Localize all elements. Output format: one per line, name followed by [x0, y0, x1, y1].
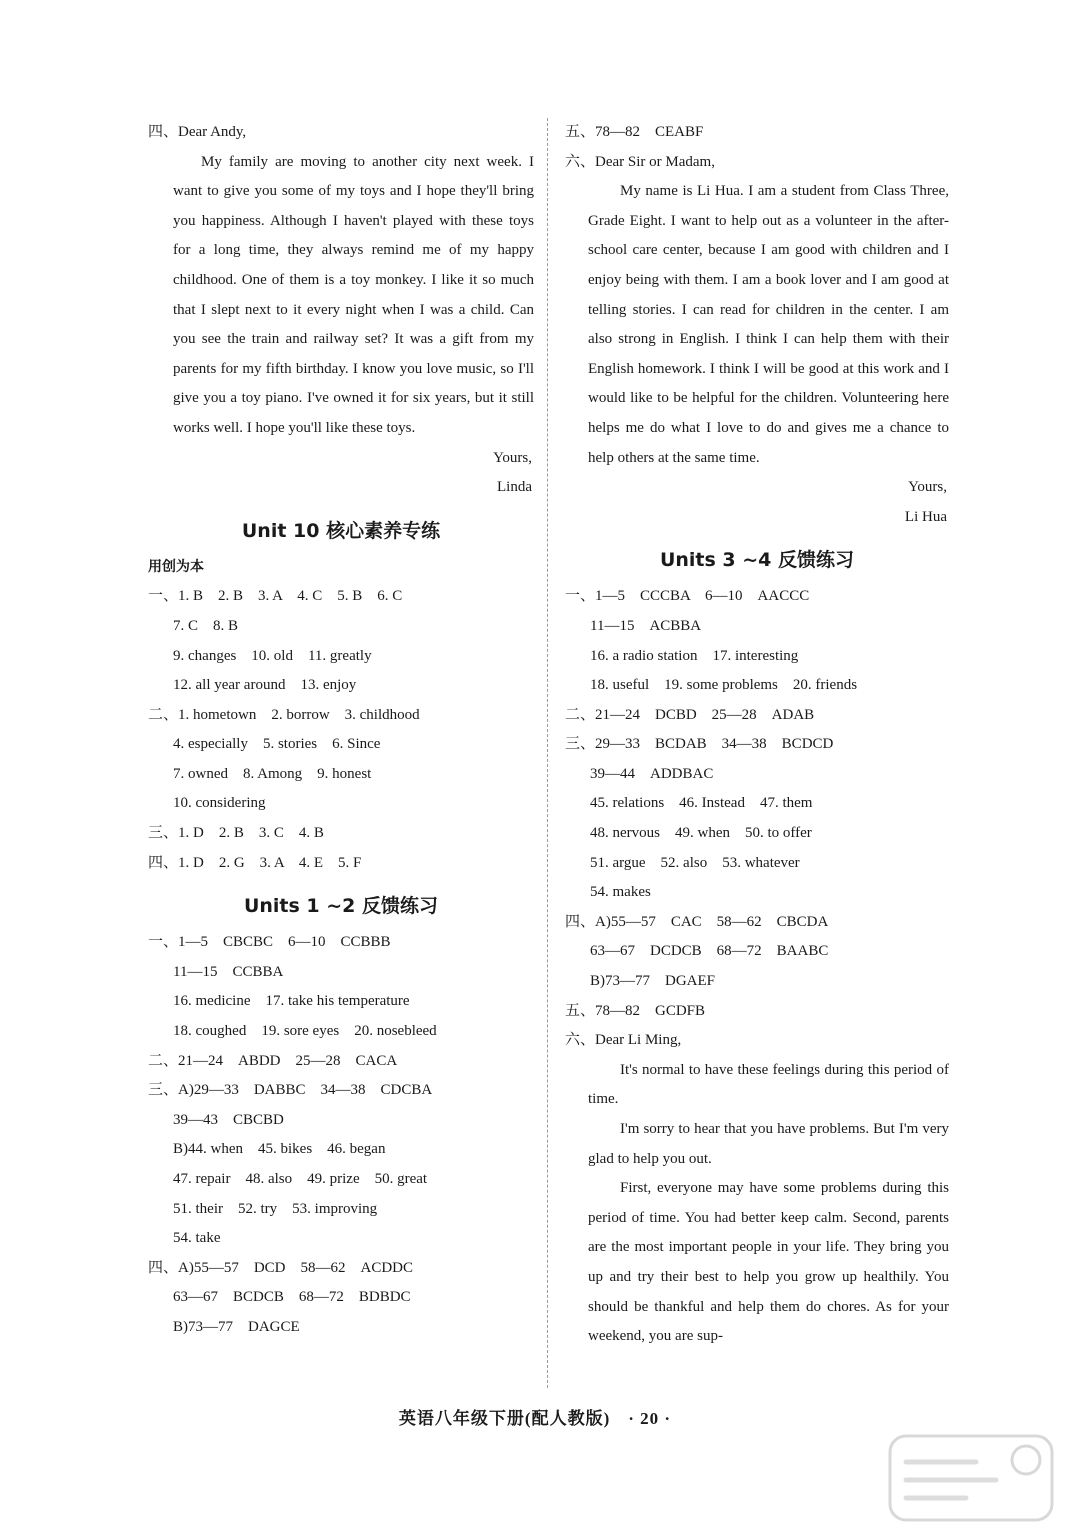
- letter-heading: 六、Dear Sir or Madam,: [565, 153, 715, 170]
- answer-line: 54. take: [173, 1230, 221, 1247]
- answer-line: 二、21—24 ABDD 25—28 CACA: [148, 1052, 398, 1069]
- answer-line: 47. repair 48. also 49. prize 50. great: [173, 1171, 428, 1187]
- letter-paragraph: First, everyone may have some problems during this period of time. You had better keep calm. Second, parents are the most important people in your life. They bring you up and try their best to help you grow up healthily. You should be thankful and help them do chores. As for your weekend, you are sup-: [588, 1180, 949, 1345]
- answer-line: 一、1. B 2. B 3. A 4. C 5. B 6. C: [148, 588, 403, 605]
- answer-line: B)44. when 45. bikes 46. began: [173, 1141, 386, 1158]
- answer-line: 12. all year around 13. enjoy: [173, 677, 357, 694]
- letter-signature: Li Hua: [904, 508, 947, 525]
- answer-line: 四、1. D 2. G 3. A 4. E 5. F: [148, 854, 362, 871]
- answer-line: 54. makes: [590, 884, 651, 901]
- answer-line: B)73—77 DAGCE: [173, 1318, 300, 1335]
- page-footer: 英语八年级下册(配人教版) · 20 ·: [398, 1409, 672, 1428]
- answer-line: 五、78—82 GCDFB: [565, 1002, 706, 1019]
- answer-line: 四、A)55—57 DCD 58—62 ACDDC: [148, 1259, 414, 1276]
- left-column: [148, 118, 534, 1343]
- answer-line: 四、A)55—57 CAC 58—62 CBCDA: [565, 913, 829, 930]
- answer-line: 二、21—24 DCBD 25—28 ADAB: [565, 706, 815, 723]
- answer-line: B)73—77 DGAEF: [590, 973, 716, 990]
- answer-line: 7. C 8. B: [173, 617, 239, 634]
- answer-line: 三、29—33 BCDAB 34—38 BCDCD: [565, 736, 834, 753]
- answer-line: 4. especially 5. stories 6. Since: [173, 736, 381, 753]
- answer-line: 三、A)29—33 DABBC 34—38 CDCBA: [148, 1082, 433, 1099]
- section-subtitle: 用创为本: [148, 558, 204, 575]
- answer-line: 18. coughed 19. sore eyes 20. nosebleed: [173, 1023, 437, 1040]
- answer-line: 39—43 CBCBD: [173, 1111, 284, 1128]
- answer-list-units12: [148, 928, 534, 1342]
- right-column: [565, 118, 949, 1352]
- answer-line: 63—67 DCDCB 68—72 BAABC: [590, 943, 829, 960]
- letter-body: My family are moving to another city next week. I want to give you some of my toys and I hope they'll bring you happiness. Although I haven't played with these toys for a long time, they always remind me of my happy childhood. One of them is a toy monkey. I like it so much that I slept next to it every night when I was a child. Can you see the train and railway set? It was a gift from my parents for my fifth birthday. I know you love music, so I'll give you a toy piano. I've owned it for six years, but it still works well. I hope you'll like these toys.: [173, 153, 534, 436]
- answer-list-units34: [565, 582, 949, 1026]
- answer-line: 16. a radio station 17. interesting: [590, 647, 799, 664]
- section-title-units12: Units 1 ~2 反馈练习: [243, 895, 439, 918]
- answer-line: 9. changes 10. old 11. greatly: [173, 647, 372, 664]
- answer-list-unit10: [148, 582, 534, 878]
- answer-line: 三、1. D 2. B 3. C 4. B: [148, 825, 324, 842]
- letter-closing: Yours,: [493, 449, 532, 466]
- letter-body: My name is Li Hua. I am a student from Class Three, Grade Eight. I want to help out as a volunteer in the after-school care center, because I am good with children and I enjoy being with them. I am a book lover and I am good at telling stories. I can read for children in the center. I am also strong in English. I think I can help them with their English homework. I think I will be good at this work and I would like to be helpful for the children. Volunteering here helps me do what I love to do and gives me a chance to help others at the same time.: [588, 183, 949, 466]
- watermark-logo: [886, 1432, 1056, 1524]
- section-title-units34: Units 3 ~4 反馈练习: [659, 549, 855, 572]
- answer-line: 51. their 52. try 53. improving: [173, 1200, 378, 1217]
- answer-line: 39—44 ADDBAC: [590, 765, 714, 782]
- section-title-unit10: Unit 10 核心素养专练: [241, 519, 441, 542]
- letter-signature: Linda: [497, 479, 532, 496]
- letter-closing: Yours,: [908, 479, 947, 496]
- answer-line: 18. useful 19. some problems 20. friends: [590, 677, 858, 694]
- answer-line: 11—15 ACBBA: [590, 617, 702, 634]
- answer-line: 11—15 CCBBA: [173, 963, 284, 980]
- answer-line: 45. relations 46. Instead 47. them: [590, 795, 813, 812]
- answer-line: 10. considering: [173, 795, 266, 812]
- answer-line: 二、1. hometown 2. borrow 3. childhood: [148, 706, 420, 723]
- answer-line: 一、1—5 CBCBC 6—10 CCBBB: [148, 934, 391, 951]
- answer-line: 48. nervous 49. when 50. to offer: [590, 825, 812, 842]
- answer-line: 五、78—82 CEABF: [565, 124, 704, 140]
- answer-line: 63—67 BCDCB 68—72 BDBDC: [173, 1289, 411, 1306]
- letter-paragraph: It's normal to have these feelings during this period of time.: [588, 1061, 949, 1108]
- answer-line: 51. argue 52. also 53. whatever: [590, 854, 800, 871]
- letter-paragraph: I'm sorry to hear that you have problems. But I'm very glad to help you out.: [588, 1121, 949, 1167]
- answer-line: 7. owned 8. Among 9. honest: [173, 765, 372, 782]
- column-divider: [547, 118, 548, 1388]
- answer-line: 一、1—5 CCCBA 6—10 AACCC: [565, 588, 810, 605]
- letter-heading: 六、Dear Li Ming,: [565, 1032, 682, 1049]
- letter-heading: 四、Dear Andy,: [148, 124, 247, 140]
- answer-line: 16. medicine 17. take his temperature: [173, 993, 410, 1010]
